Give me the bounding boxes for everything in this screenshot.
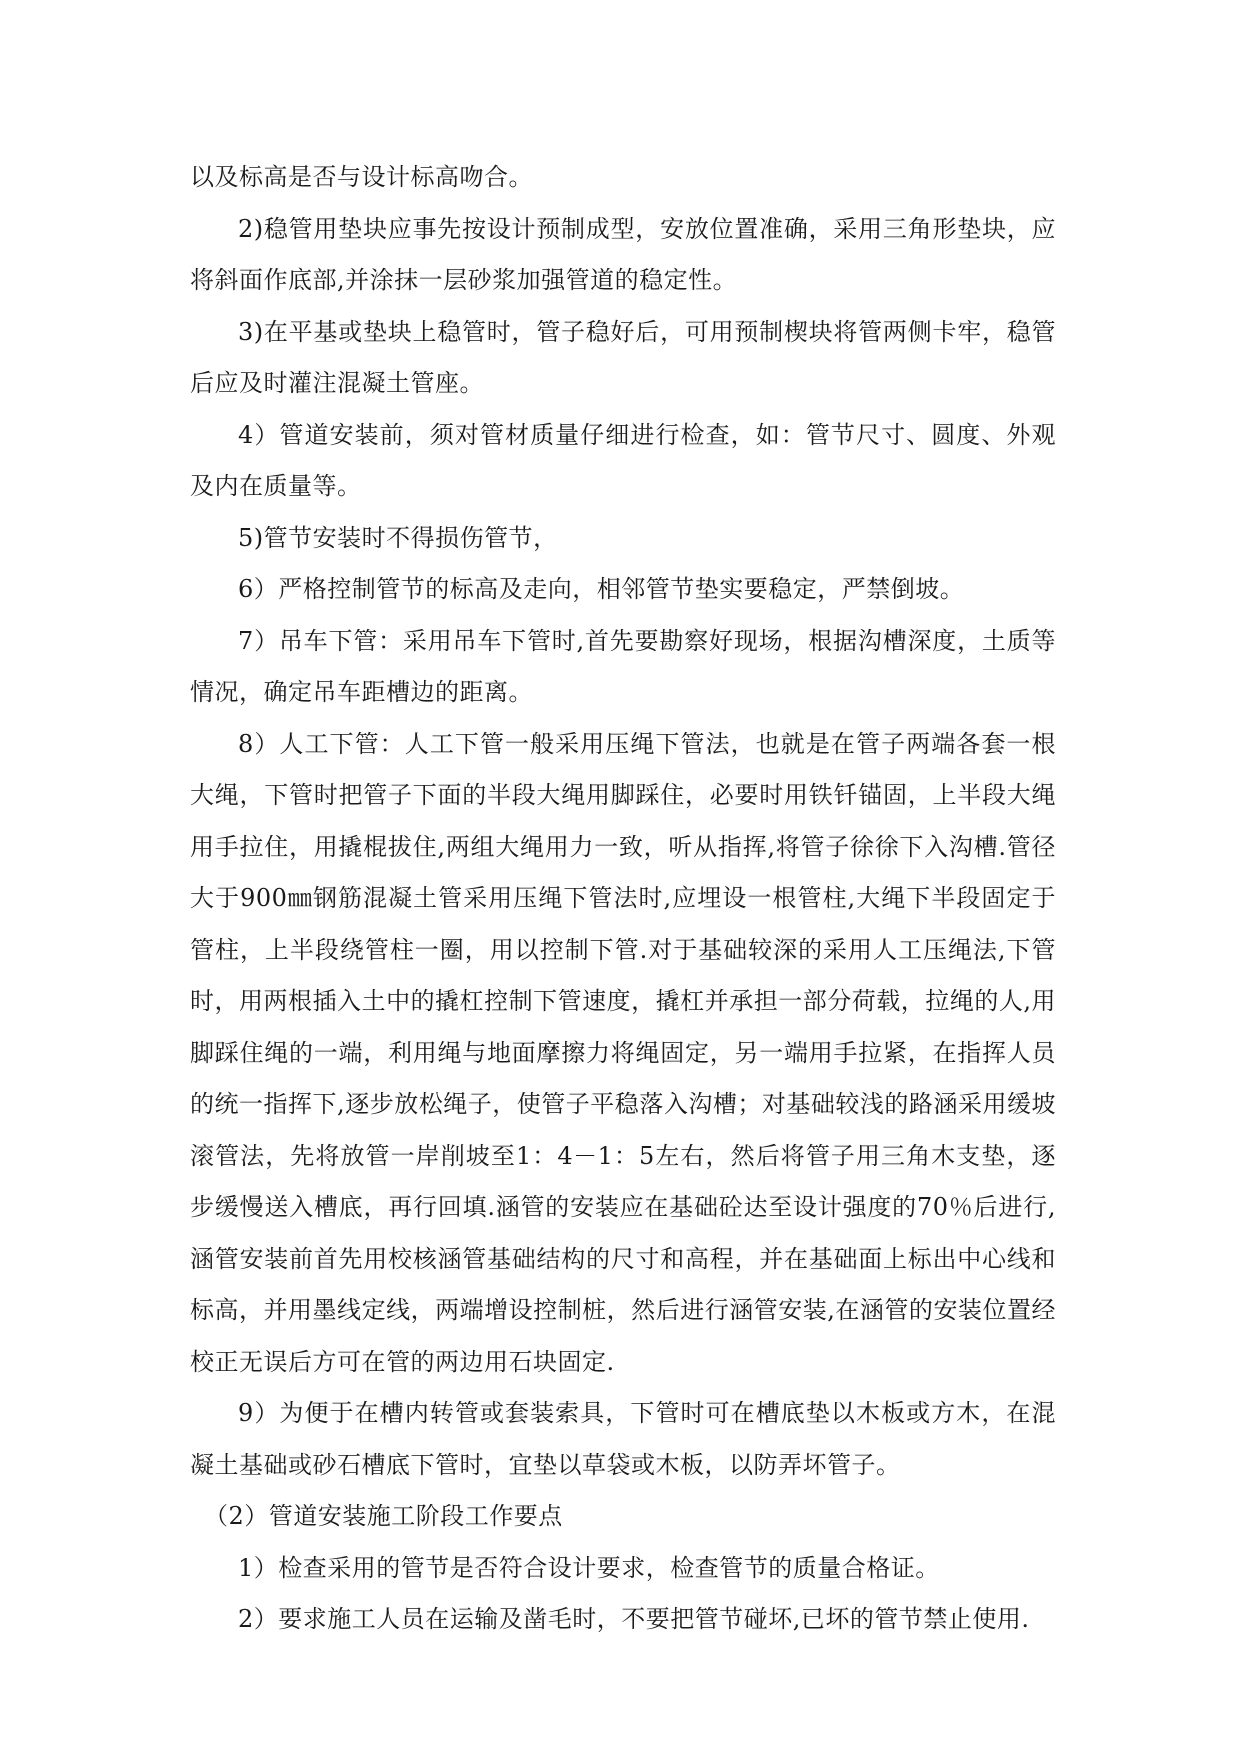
paragraph-10: 1）检查采用的管节是否符合设计要求，检查管节的质量合格证。 [238,1553,940,1582]
paragraph-6: 7）吊车下管：采用吊车下管时,首先要勘察好现场，根据沟槽深度，土质等情况，确定吊车距槽边的距离。 [190,626,1056,706]
document-body [190,152,1056,1646]
section-heading: （2）管道安装施工阶段工作要点 [204,1502,563,1530]
paragraph-3: 4）管道安装前，须对管材质量仔细进行检查，如：管节尺寸、圆度、外观及内在质量等。 [190,420,1056,500]
paragraph-2: 3)在平基或垫块上稳管时，管子稳好后，可用预制楔块将管两侧卡牢，稳管后应及时灌注混凝土管座。 [190,317,1056,397]
paragraph-11: 2）要求施工人员在运输及凿毛时，不要把管节碰坏,已坏的管节禁止使用. [238,1605,1030,1633]
paragraph-5: 6）严格控制管节的标高及走向，相邻管节垫实要稳定，严禁倒坡。 [238,575,965,603]
paragraph-7: 8）人工下管：人工下管一般采用压绳下管法，也就是在管子两端各套一根大绳，下管时把管子下面的半段大绳用脚踩住，必要时用铁钎锚固，上半段大绳用手拉住，用撬棍拔住,两组大绳用力一致，听从指挥,将管子徐徐下入沟槽.管径大于900㎜钢筋混凝土管采用压绳下管法时,应埋设一根管柱,大绳下半段固定于管柱，上半段绕管柱一圈，用以控制下管.对于基础较深的采用人工压绳法,下管时，用两根插入土中的撬杠控制下管速度，撬杠并承担一部分荷载，拉绳的人,用脚踩住绳的一端，利用绳与地面摩擦力将绳固定，另一端用手拉紧，在指挥人员的统一指挥下,逐步放松绳子，使管子平稳落入沟槽；对基础较浅的路涵采用缓坡滚管法，先将放管一岸削坡至1：4－1：5左右，然后将管子用三角木支垫，逐步缓慢送入槽底，再行回填.涵管的安装应在基础砼达至设计强度的70％后进行,涵管安装前首先用校核涵管基础结构的尺寸和高程，并在基础面上标出中心线和标高，并用墨线定线，两端增设控制桩，然后进行涵管安装,在涵管的安装位置经校正无误后方可在管的两边用石块固定. [190,729,1056,1376]
paragraph-8: 9）为便于在槽内转管或套装索具，下管时可在槽底垫以木板或方木，在混凝土基础或砂石槽底下管时，宜垫以草袋或木板，以防弄坏管子。 [190,1399,1056,1479]
paragraph-4: 5)管节安装时不得损伤管节， [238,523,558,552]
paragraph-1: 2)稳管用垫块应事先按设计预制成型，安放位置准确，采用三角形垫块，应将斜面作底部,并涂抹一层砂浆加强管道的稳定性。 [190,214,1056,294]
paragraph-0: 以及标高是否与设计标高吻合。 [190,163,533,191]
